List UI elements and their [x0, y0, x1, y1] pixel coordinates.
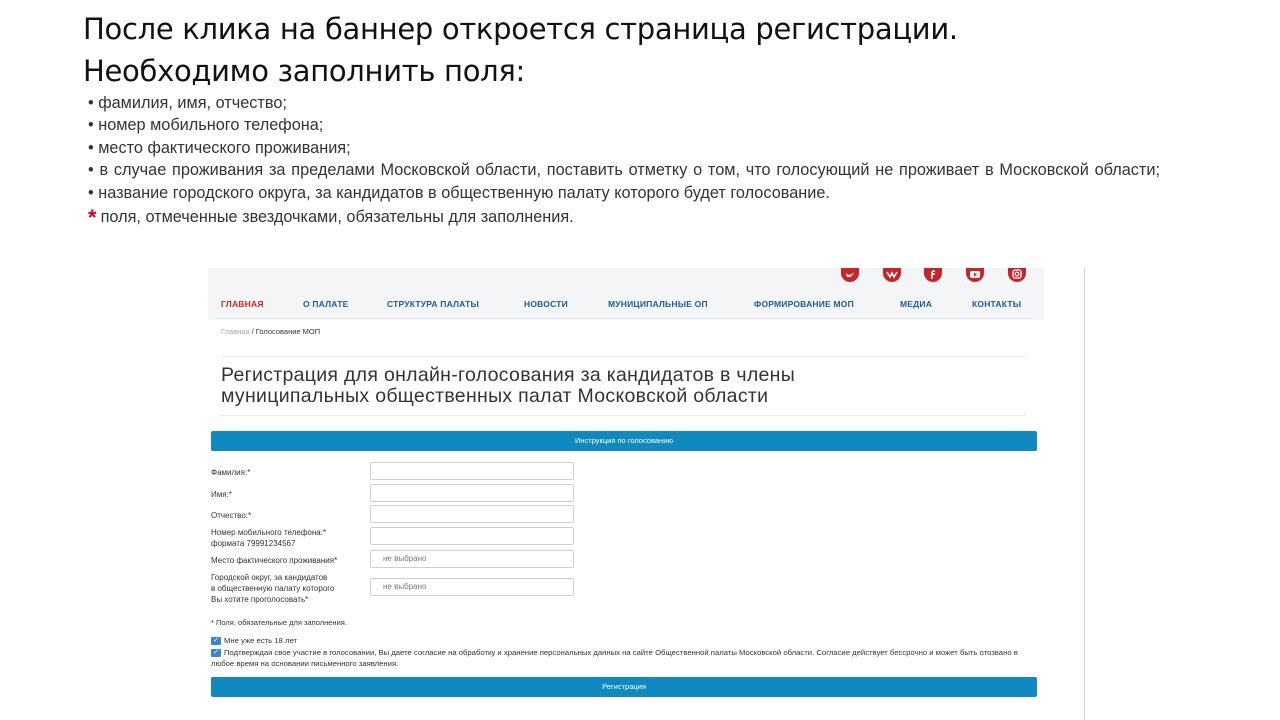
breadcrumb: [221, 327, 320, 336]
required-fields-note: [88, 206, 1160, 229]
nav-formation[interactable]: ФОРМИРОВАНИЕ МОП: [754, 299, 854, 309]
consent-checkbox[interactable]: ✓: [211, 649, 221, 657]
district-select[interactable]: не выбрано: [370, 578, 574, 596]
screenshot-border: [1084, 268, 1085, 720]
nav-media[interactable]: МЕДИА: [900, 299, 933, 309]
phone-label: [211, 527, 326, 549]
nav-about[interactable]: О ПАЛАТЕ: [303, 299, 349, 309]
nav-municipal[interactable]: МУНИЦИПАЛЬНЫЕ ОП: [608, 299, 708, 309]
phone-label-line-2: формата 79991234567: [211, 539, 296, 548]
name-label: Имя:*: [211, 490, 232, 499]
nav-structure[interactable]: СТРУКТУРА ПАЛАТЫ: [387, 299, 480, 309]
surname-label: Фамилия:*: [211, 468, 251, 477]
divider: [220, 356, 1026, 357]
breadcrumb-home[interactable]: Главная: [221, 327, 250, 336]
asterisk-mark: *: [88, 205, 97, 231]
slide-title: [83, 8, 1183, 92]
patronymic-label: Отчество:*: [211, 511, 252, 520]
page-title-line-2: муниципальных общественных палат Московской области: [221, 385, 769, 407]
divider: [220, 415, 1026, 416]
page-title-line-1: Регистрация для онлайн-голосования за кандидатов в члены: [221, 364, 796, 386]
age-checkbox[interactable]: ✓: [211, 637, 221, 645]
instruction-button[interactable]: Инструкция по голосованию: [211, 431, 1037, 451]
slide-title-line-2: Необходимо заполнить поля:: [83, 54, 526, 88]
header-background: [208, 268, 1044, 320]
register-button[interactable]: Регистрация: [211, 677, 1037, 697]
bullet-district: • название городского округа, за кандидатов в общественную палату которого будет голосование.: [88, 183, 830, 202]
slide-title-line-1: После клика на баннер откроется страница регистрации.: [83, 12, 958, 46]
bullet-residence: • место фактического проживания;: [88, 138, 351, 157]
required-note: * Поля, обязательные для заполнения.: [211, 618, 347, 627]
residence-select[interactable]: не выбрано: [370, 550, 574, 568]
bullet-outside-region: • в случае проживания за пределами Московской области, поставить отметку о том, что голосующий не проживает в Московской области;: [88, 161, 1160, 180]
name-input[interactable]: [370, 484, 574, 502]
nav-contacts[interactable]: КОНТАКТЫ: [972, 299, 1022, 309]
residence-label: Место фактического проживания*: [211, 556, 338, 565]
phone-input[interactable]: [370, 527, 574, 545]
nav-divider: [216, 318, 1032, 319]
consent-checkbox-label: Подтверждая свое участие в голосовании, Вы даете согласие на обработку и хранение персональных данных на сайте Общественной палаты Московской области. Согласие действует бессрочно и может быть отозвано в любое время на основании письменного заявления.: [211, 648, 1018, 668]
nav-home[interactable]: ГЛАВНАЯ: [221, 299, 264, 309]
bullet-list: [88, 92, 1160, 229]
age-checkbox-label: Мне уже есть 18 лет: [224, 636, 298, 645]
note-text: поля, отмеченные звездочками, обязательны для заполнения.: [100, 208, 574, 227]
district-label-line-1: Городской округ, за кандидатов: [211, 573, 328, 582]
bullet-phone: • номер мобильного телефона;: [88, 116, 324, 135]
nav-news[interactable]: НОВОСТИ: [524, 299, 568, 309]
district-label: [211, 572, 334, 605]
phone-label-line-1: Номер мобильного телефона:*: [211, 528, 327, 537]
surname-input[interactable]: [370, 462, 574, 480]
district-label-line-3: Вы хотите проголосовать*: [211, 595, 309, 604]
district-label-line-2: в общественную палату которого: [211, 584, 335, 593]
bullet-fio: • фамилия, имя, отчество;: [88, 94, 287, 112]
breadcrumb-current: / Голосование МОП: [251, 327, 321, 336]
page-title: [221, 365, 1021, 407]
registration-page-screenshot: [200, 268, 1086, 720]
patronymic-input[interactable]: [370, 505, 574, 523]
